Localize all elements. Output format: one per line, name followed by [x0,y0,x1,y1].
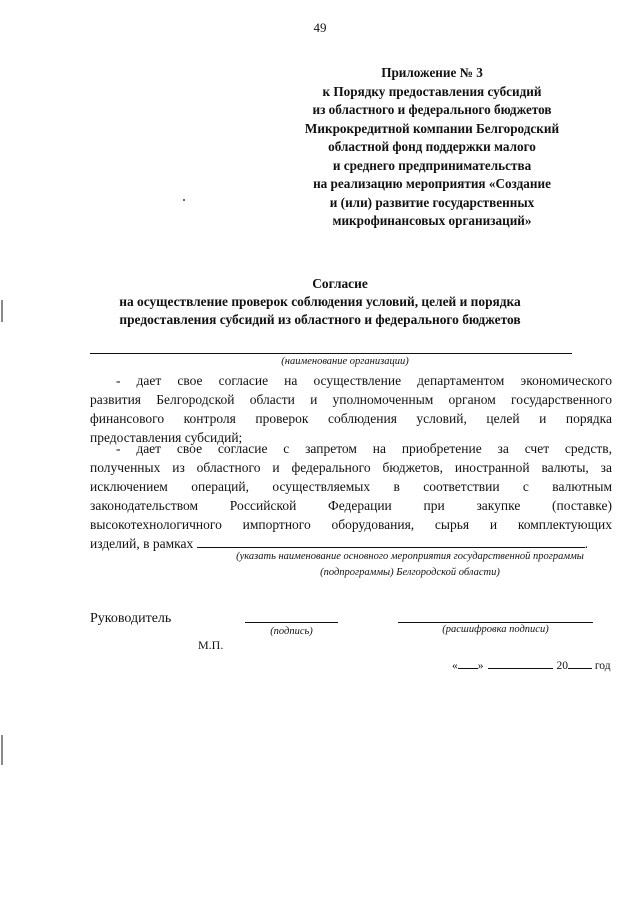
consent-subtitle-line: предоставления субсидий из областного и федерального бюджетов [119,312,521,327]
paragraph-line: исключением операций, осуществляемых в соответствии с валютным [90,478,612,494]
program-caption [200,549,620,581]
paragraph-line: финансового контроля проверок соблюдения условий, целей и порядка [90,410,612,426]
appendix-line: из областного и федерального бюджетов [312,102,552,117]
consent-subtitle-line: на осуществление проверок соблюдения условий, целей и порядка [119,294,521,309]
appendix-line: к Порядку предоставления субсидий [322,83,542,99]
scan-edge-mark [1,735,3,765]
date-close-quote: » [477,660,484,672]
program-caption-line: (подпрограммы) Белгородской области) [320,567,500,578]
date-row [452,658,611,672]
program-name-blank-line [197,536,585,548]
paragraph-last-text: изделий, в рамках [90,535,194,551]
org-name-caption: (наименование организации) [281,356,409,367]
paragraph-line: законодательством Российской Федерации при закупке (поставке) [90,497,612,513]
paragraph-line: - дает свое согласие на осуществление департаментом экономического [116,373,612,388]
signature-decode-caption: (расшифровка подписи) [442,624,549,635]
consent-heading [0,275,640,329]
appendix-line: и (или) развитие государственных [329,194,535,210]
paragraph-line: - дает свое согласие с запретом на приобретение за счет средств, [116,441,612,456]
signature-decode-blank-line [398,622,593,623]
date-year-blank [568,658,592,669]
org-name-blank-line [90,353,572,354]
date-century: 20 [556,660,568,672]
signature-caption: (подпись) [270,626,313,637]
consent-title: Согласие [312,276,368,291]
date-open-quote: « [452,660,458,672]
appendix-line: на реализацию мероприятия «Создание [313,176,551,191]
signature-blank-line [245,622,338,623]
appendix-line: Микрокредитной компании Белгородский [304,120,560,136]
stamp-label: М.П. [198,638,224,652]
appendix-line: областной фонд поддержки малого [328,139,536,154]
consent-paragraph-1 [90,372,612,448]
appendix-line: и среднего предпринимательства [332,157,532,173]
date-year-word: год [594,660,611,672]
paragraph-end-period: . [584,535,588,551]
scan-edge-mark [1,300,3,322]
appendix-line: микрофинансовых организаций» [332,213,532,228]
program-caption-line: (указать наименование основного мероприятия государственной программы [236,551,584,562]
date-day-blank [458,658,478,669]
paragraph-line: высокотехнологичного импортного оборудования, сырья и комплектующих [90,516,612,532]
scan-speck [183,199,185,201]
appendix-header [282,64,582,231]
consent-paragraph-2 [90,440,612,553]
paragraph-line: полученных из областного и федерального бюджетов, иностранной валюты, за [90,459,612,475]
date-month-blank [488,658,553,669]
appendix-title: Приложение № 3 [381,65,483,80]
page-number: 49 [313,20,327,35]
paragraph-line: предоставления субсидий; [90,429,243,445]
paragraph-line: развития Белгородской области и уполномоченным органом государственного [90,391,612,407]
head-label: Руководитель [90,611,172,626]
